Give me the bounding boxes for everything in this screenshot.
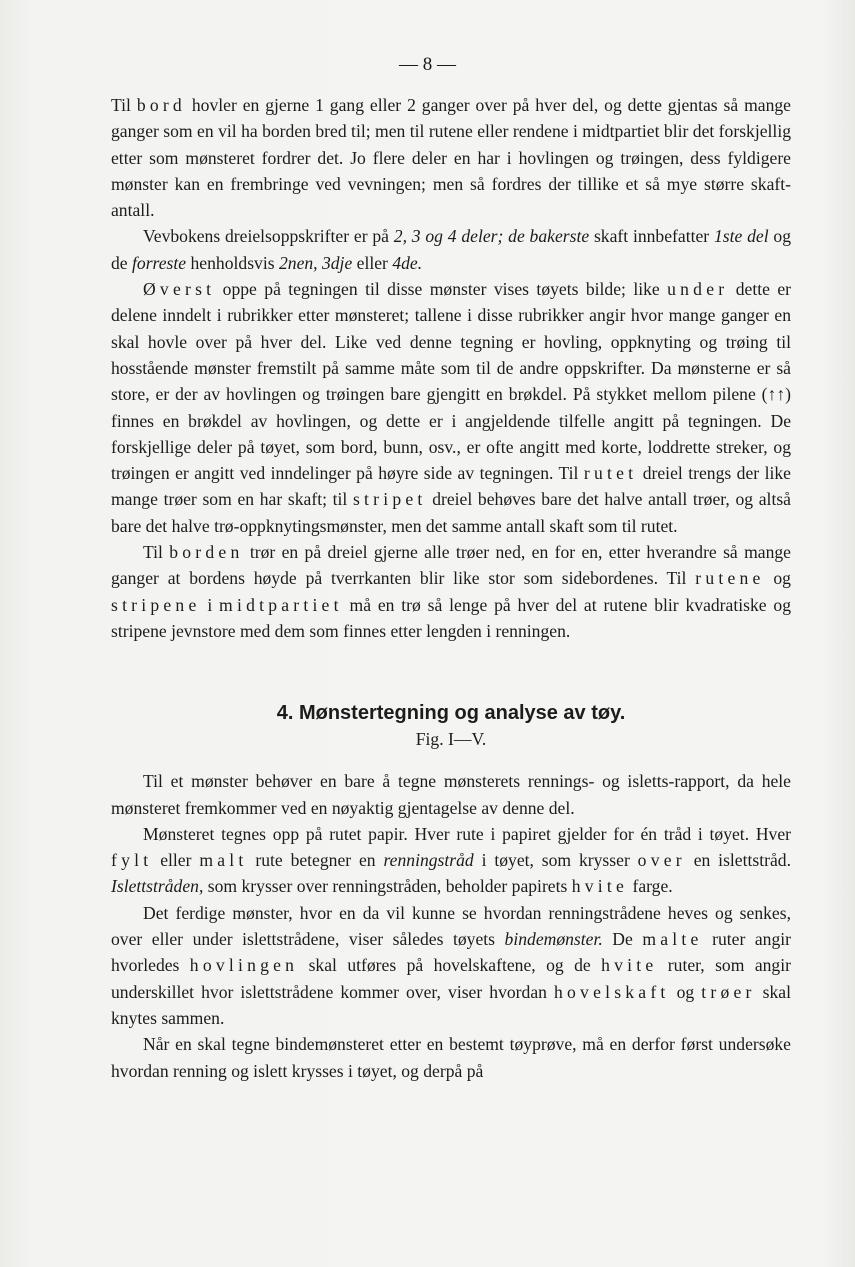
spaced-term: hvite xyxy=(571,876,629,897)
italic-term: renningstråd xyxy=(383,850,474,871)
section-heading: 4. Mønstertegning og analyse av tøy. xyxy=(276,702,626,725)
text-run: henholdsvis xyxy=(186,252,279,273)
paragraph-pattern-intro xyxy=(111,768,791,821)
text-run: som krysser over renningstråden, beholder papirets xyxy=(203,876,572,897)
text-run: i xyxy=(200,594,220,615)
text-run: De xyxy=(602,929,643,950)
text-run: trør en på dreiel gjerne alle trøer ned, en for en, etter hverandre så mange ganger at bordens høyde på tverrkanten blir like stor som sidebordenes. Til xyxy=(111,542,791,589)
paragraph-borders xyxy=(111,92,791,223)
text-run: eller xyxy=(352,252,393,273)
spaced-term: fylt xyxy=(111,850,153,871)
text-run: skaft innbefatter xyxy=(589,226,714,247)
text-run: Til xyxy=(143,542,170,563)
text-run: dreiel trengs der like mange trøer som en har skaft; til xyxy=(111,463,791,510)
text-run: skal knytes sammen. xyxy=(111,981,791,1028)
page-body xyxy=(111,92,791,1084)
spaced-term: rutet xyxy=(583,463,638,484)
spaced-term: stripene xyxy=(111,594,201,615)
text-run: ruter, som angir underskillet hvor islettstrådene kommer over, viser hvordan xyxy=(111,955,791,1002)
text-run: og xyxy=(764,568,791,589)
spaced-term: hvite xyxy=(601,955,658,976)
text-run: skal utføres på hovelskaftene, og de xyxy=(298,955,602,976)
spaced-term: midtpartiet xyxy=(219,594,343,615)
spaced-term: stripet xyxy=(352,489,427,510)
paragraph-weave-book xyxy=(111,223,791,276)
text-run: hovler en gjerne 1 gang eller 2 ganger over på hver del, og dette gjentas så mange ganger som en vil ha borden bred til; men til rutene eller rendene i midtpartiet blir det forskjellig etter som mønsteret fordrer det. Jo flere deler en har i hovlingen og trøingen, dess fyldigere mønster kan en frembringe ved vevningen; men så fordres der tillike et så mye større skaft-antall. xyxy=(111,95,791,221)
italic-term: 2nen, 3dje xyxy=(278,252,353,273)
italic-term: 1ste del xyxy=(713,226,769,247)
text-run: Når en skal tegne bindemønsteret etter en bestemt tøyprøve, må en derfor først undersøke hvordan renning og islett krysses i tøyet, og derpå på xyxy=(111,1034,791,1081)
text-run: dette er delene inndelt i rubrikker etter mønsteret; tallene i disse rubrikker angir hvor mange ganger en skal hovle over på hver del. Like ved denne tegning er hovling, oppknyting og trøing til hosstående mønster fremstilt på samme måte som til de andre oppskrifter. Da mønsterne er så store, er der av hovlingen og trøingen bare gjengitt en brøkdel. På stykket mellom pilene (↑↑) finnes en brøkdel av hovlingen, og dette er i angjeldende tilfelle angitt på tegningen. De forskjellige deler på tøyet, som bord, bunn, osv., er ofte angitt med korte, loddrette streker, og trøingen er angitt ved inndelinger på høyre side av tegningen. Til xyxy=(111,279,792,484)
paragraph-analysis xyxy=(111,1031,791,1084)
paragraph-graph-paper xyxy=(111,821,791,900)
spaced-term: rutene xyxy=(695,568,765,589)
paragraph-treadling xyxy=(111,539,791,644)
spaced-term: under xyxy=(667,279,729,300)
text-run: Til et mønster behøver en bare å tegne mønsterets rennings- og isletts-rapport, da hele mønsteret fremkommer ved en nøyaktig gjentagelse av denne del. xyxy=(111,771,791,818)
paragraph-binding-pattern xyxy=(111,900,791,1031)
text-run: Mønsteret tegnes opp på rutet papir. Hver rute i papiret gjelder for én tråd i tøyet. Hver xyxy=(143,823,791,844)
spaced-term: malte xyxy=(642,929,703,950)
figure-reference: Fig. I—V. xyxy=(415,729,487,750)
text-run: eller xyxy=(152,850,200,871)
spaced-term: borden xyxy=(169,542,244,563)
text-run: oppe på tegningen til disse mønster vises tøyets bilde; like xyxy=(215,279,668,300)
text-run: må en trø så lenge på hver del at rutene blir kvadratiske og stripene jevnstore med dem som finnes etter lengden i renningen. xyxy=(111,594,792,641)
text-run: farge. xyxy=(628,876,673,897)
spaced-term: hovlingen xyxy=(189,955,299,976)
spaced-term: bord xyxy=(136,95,186,115)
spaced-term: over xyxy=(637,850,686,871)
italic-term: forreste xyxy=(132,252,187,273)
spaced-term: hovelskaft xyxy=(554,981,670,1002)
text-run: i tøyet, som krysser xyxy=(473,850,638,871)
spaced-term: trøer xyxy=(701,981,756,1002)
italic-term: bindemønster. xyxy=(504,929,603,950)
text-run: dreiel behøves bare det halve antall trøer, og altså bare det halve trø-oppknytingsmønster, men det samme antall skaft som til rutet. xyxy=(111,489,791,536)
text-run: Det ferdige mønster, hvor en da vil kunne se hvordan renningstrådene heves og senkes, over eller under islettstrådene, viser således tøyets xyxy=(111,902,791,950)
paragraph-drawing xyxy=(111,276,791,539)
text-run: rute betegner en xyxy=(247,850,384,871)
text-run: en islettstråd. xyxy=(685,850,791,871)
italic-term: 2, 3 og 4 deler; de bakerste xyxy=(393,226,590,247)
text-run: Til xyxy=(111,95,137,115)
text-run: Vevbokens dreielsoppskrifter er på xyxy=(143,226,394,247)
italic-term: 4de. xyxy=(392,252,423,273)
spaced-term: malt xyxy=(199,850,248,871)
text-run: og de xyxy=(111,226,791,273)
italic-term: Islettstråden, xyxy=(111,876,204,897)
spaced-term: Øverst xyxy=(143,279,216,300)
page-number: — 8 — xyxy=(399,54,456,75)
text-run: ruter angir hvorledes xyxy=(111,929,791,976)
text-run: og xyxy=(669,981,702,1002)
